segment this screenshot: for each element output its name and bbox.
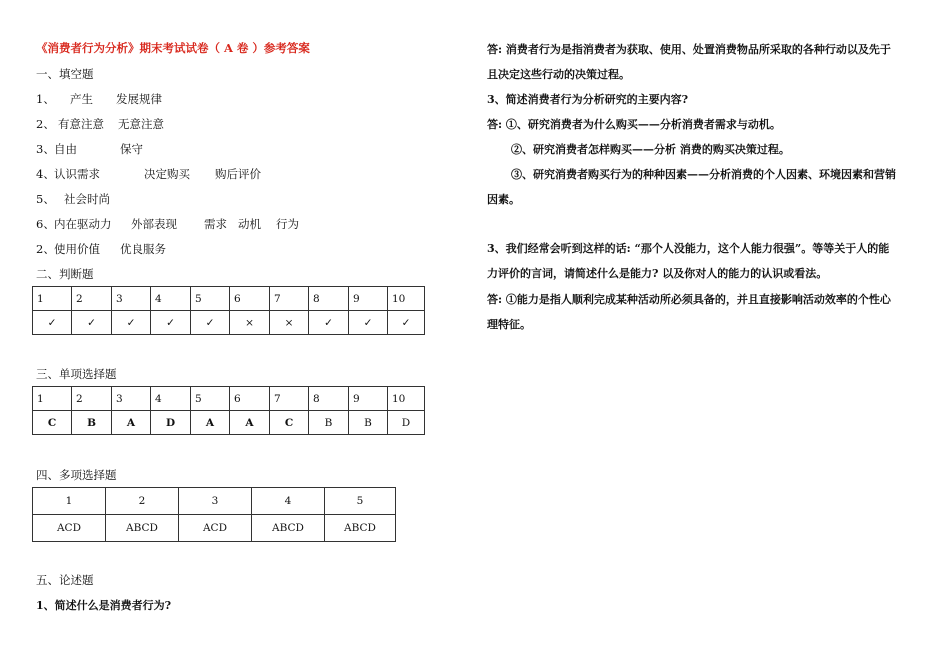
table-cell: 5 bbox=[325, 488, 396, 515]
fill-answer: 需求 bbox=[204, 217, 227, 231]
fill-num: 6、 bbox=[36, 217, 55, 231]
table-row bbox=[33, 488, 396, 515]
answer-cell: ABCD bbox=[325, 515, 396, 542]
question-line: 3、简述消费者行为分析研究的主要内容? bbox=[487, 93, 689, 106]
judgement-table bbox=[32, 286, 425, 335]
answer-cell: ✓ bbox=[349, 311, 388, 335]
answer-cell: ABCD bbox=[252, 515, 325, 542]
table-row bbox=[33, 515, 396, 542]
answer-cell: C bbox=[33, 411, 72, 435]
answer-line: 因素。 bbox=[487, 193, 520, 206]
answer-line: 答: ①、研究消费者为什么购买——分析消费者需求与动机。 bbox=[487, 118, 781, 131]
fill-answer: 社会时尚 bbox=[64, 192, 110, 206]
fill-row-5 bbox=[36, 191, 110, 207]
fill-row-6 bbox=[36, 216, 299, 232]
table-cell: 4 bbox=[151, 387, 191, 411]
section5-heading: 五、论述题 bbox=[36, 573, 94, 587]
fill-answer: 内在驱动力 bbox=[54, 217, 112, 231]
doc-title: 《消费者行为分析》期末考试试卷（ A 卷 ）参考答案 bbox=[36, 41, 310, 55]
answer-line: 答: 消费者行为是指消费者为获取、使用、处置消费物品所采取的各种行动以及先于 bbox=[487, 43, 891, 56]
section1-heading: 一、填空题 bbox=[36, 67, 94, 81]
table-cell: 2 bbox=[72, 287, 112, 311]
answer-cell: ✓ bbox=[309, 311, 349, 335]
fill-answer: 动机 bbox=[238, 217, 261, 231]
answer-cell: A bbox=[112, 411, 151, 435]
table-cell: 5 bbox=[191, 387, 230, 411]
answer-cell: ✓ bbox=[388, 311, 425, 335]
fill-answer: 自由 bbox=[54, 142, 77, 156]
section4-heading: 四、多项选择题 bbox=[36, 468, 117, 482]
answer-cell: D bbox=[388, 411, 425, 435]
fill-answer: 有意注意 bbox=[58, 117, 104, 131]
table-row bbox=[33, 411, 425, 435]
table-row bbox=[33, 287, 425, 311]
multiple-choice-table bbox=[32, 487, 396, 542]
table-cell: 9 bbox=[349, 287, 388, 311]
answer-cell: ACD bbox=[33, 515, 106, 542]
fill-row-4 bbox=[36, 166, 261, 182]
fill-answer: 认识需求 bbox=[54, 167, 100, 181]
table-cell: 6 bbox=[230, 287, 270, 311]
fill-num: 3、 bbox=[36, 142, 55, 156]
answer-line: ③、研究消费者购买行为的种种因素——分析消费的个人因素、环境因素和营销 bbox=[511, 168, 896, 181]
essay-question-1: 1、简述什么是消费者行为? bbox=[36, 599, 172, 612]
answer-cell: ✓ bbox=[72, 311, 112, 335]
answer-cell: B bbox=[309, 411, 349, 435]
fill-num: 5、 bbox=[36, 192, 55, 206]
fill-row-1 bbox=[36, 91, 162, 107]
table-cell: 8 bbox=[309, 287, 349, 311]
fill-answer: 行为 bbox=[276, 217, 299, 231]
answer-cell: B bbox=[72, 411, 112, 435]
answer-cell: × bbox=[270, 311, 309, 335]
single-choice-table bbox=[32, 386, 425, 435]
table-cell: 6 bbox=[230, 387, 270, 411]
table-cell: 3 bbox=[179, 488, 252, 515]
section3-heading: 三、单项选择题 bbox=[36, 367, 117, 381]
answer-cell: ABCD bbox=[106, 515, 179, 542]
fill-answer: 使用价值 bbox=[54, 242, 100, 256]
table-cell: 7 bbox=[270, 287, 309, 311]
fill-answer: 购后评价 bbox=[215, 167, 261, 181]
table-cell: 10 bbox=[388, 387, 425, 411]
table-cell: 5 bbox=[191, 287, 230, 311]
fill-answer: 保守 bbox=[120, 142, 143, 156]
answer-cell: ✓ bbox=[33, 311, 72, 335]
answer-cell: ✓ bbox=[112, 311, 151, 335]
fill-row-2 bbox=[36, 116, 164, 132]
table-cell: 2 bbox=[72, 387, 112, 411]
table-cell: 1 bbox=[33, 488, 106, 515]
table-cell: 2 bbox=[106, 488, 179, 515]
section2-heading: 二、判断题 bbox=[36, 267, 94, 281]
fill-answer: 决定购买 bbox=[144, 167, 190, 181]
answer-cell: ✓ bbox=[191, 311, 230, 335]
table-cell: 1 bbox=[33, 387, 72, 411]
question-line: 3、我们经常会听到这样的话: “那个人没能力，这个人能力很强”。等等关于人的能 bbox=[487, 242, 890, 255]
answer-cell: B bbox=[349, 411, 388, 435]
table-cell: 3 bbox=[112, 387, 151, 411]
answer-cell: A bbox=[191, 411, 230, 435]
table-cell: 3 bbox=[112, 287, 151, 311]
table-cell: 10 bbox=[388, 287, 425, 311]
answer-cell: ✓ bbox=[151, 311, 191, 335]
answer-line: 且决定这些行动的决策过程。 bbox=[487, 68, 630, 81]
table-cell: 4 bbox=[151, 287, 191, 311]
answer-cell: ACD bbox=[179, 515, 252, 542]
table-cell: 8 bbox=[309, 387, 349, 411]
answer-line: 理特征。 bbox=[487, 318, 531, 331]
fill-answer: 优良服务 bbox=[120, 242, 166, 256]
fill-row-3 bbox=[36, 141, 143, 157]
question-line: 力评价的言词，请简述什么是能力? 以及你对人的能力的认识或看法。 bbox=[487, 267, 828, 280]
fill-row-7 bbox=[36, 241, 166, 257]
answer-cell: × bbox=[230, 311, 270, 335]
fill-answer: 发展规律 bbox=[116, 92, 162, 106]
fill-num: 2、 bbox=[36, 117, 55, 131]
table-cell: 1 bbox=[33, 287, 72, 311]
table-cell: 4 bbox=[252, 488, 325, 515]
fill-answer: 产生 bbox=[70, 92, 93, 106]
answer-cell: D bbox=[151, 411, 191, 435]
fill-num: 4、 bbox=[36, 167, 55, 181]
answer-cell: A bbox=[230, 411, 270, 435]
table-cell: 9 bbox=[349, 387, 388, 411]
table-row bbox=[33, 387, 425, 411]
table-cell: 7 bbox=[270, 387, 309, 411]
answer-cell: C bbox=[270, 411, 309, 435]
fill-answer: 无意注意 bbox=[118, 117, 164, 131]
table-row bbox=[33, 311, 425, 335]
fill-num: 1、 bbox=[36, 92, 55, 106]
fill-num: 2、 bbox=[36, 242, 55, 256]
answer-line: 答: ①能力是指人顺利完成某种活动所必须具备的，并且直接影响活动效率的个性心 bbox=[487, 293, 891, 306]
fill-answer: 外部表现 bbox=[131, 217, 177, 231]
answer-line: ②、研究消费者怎样购买——分析 消费的购买决策过程。 bbox=[511, 143, 790, 156]
